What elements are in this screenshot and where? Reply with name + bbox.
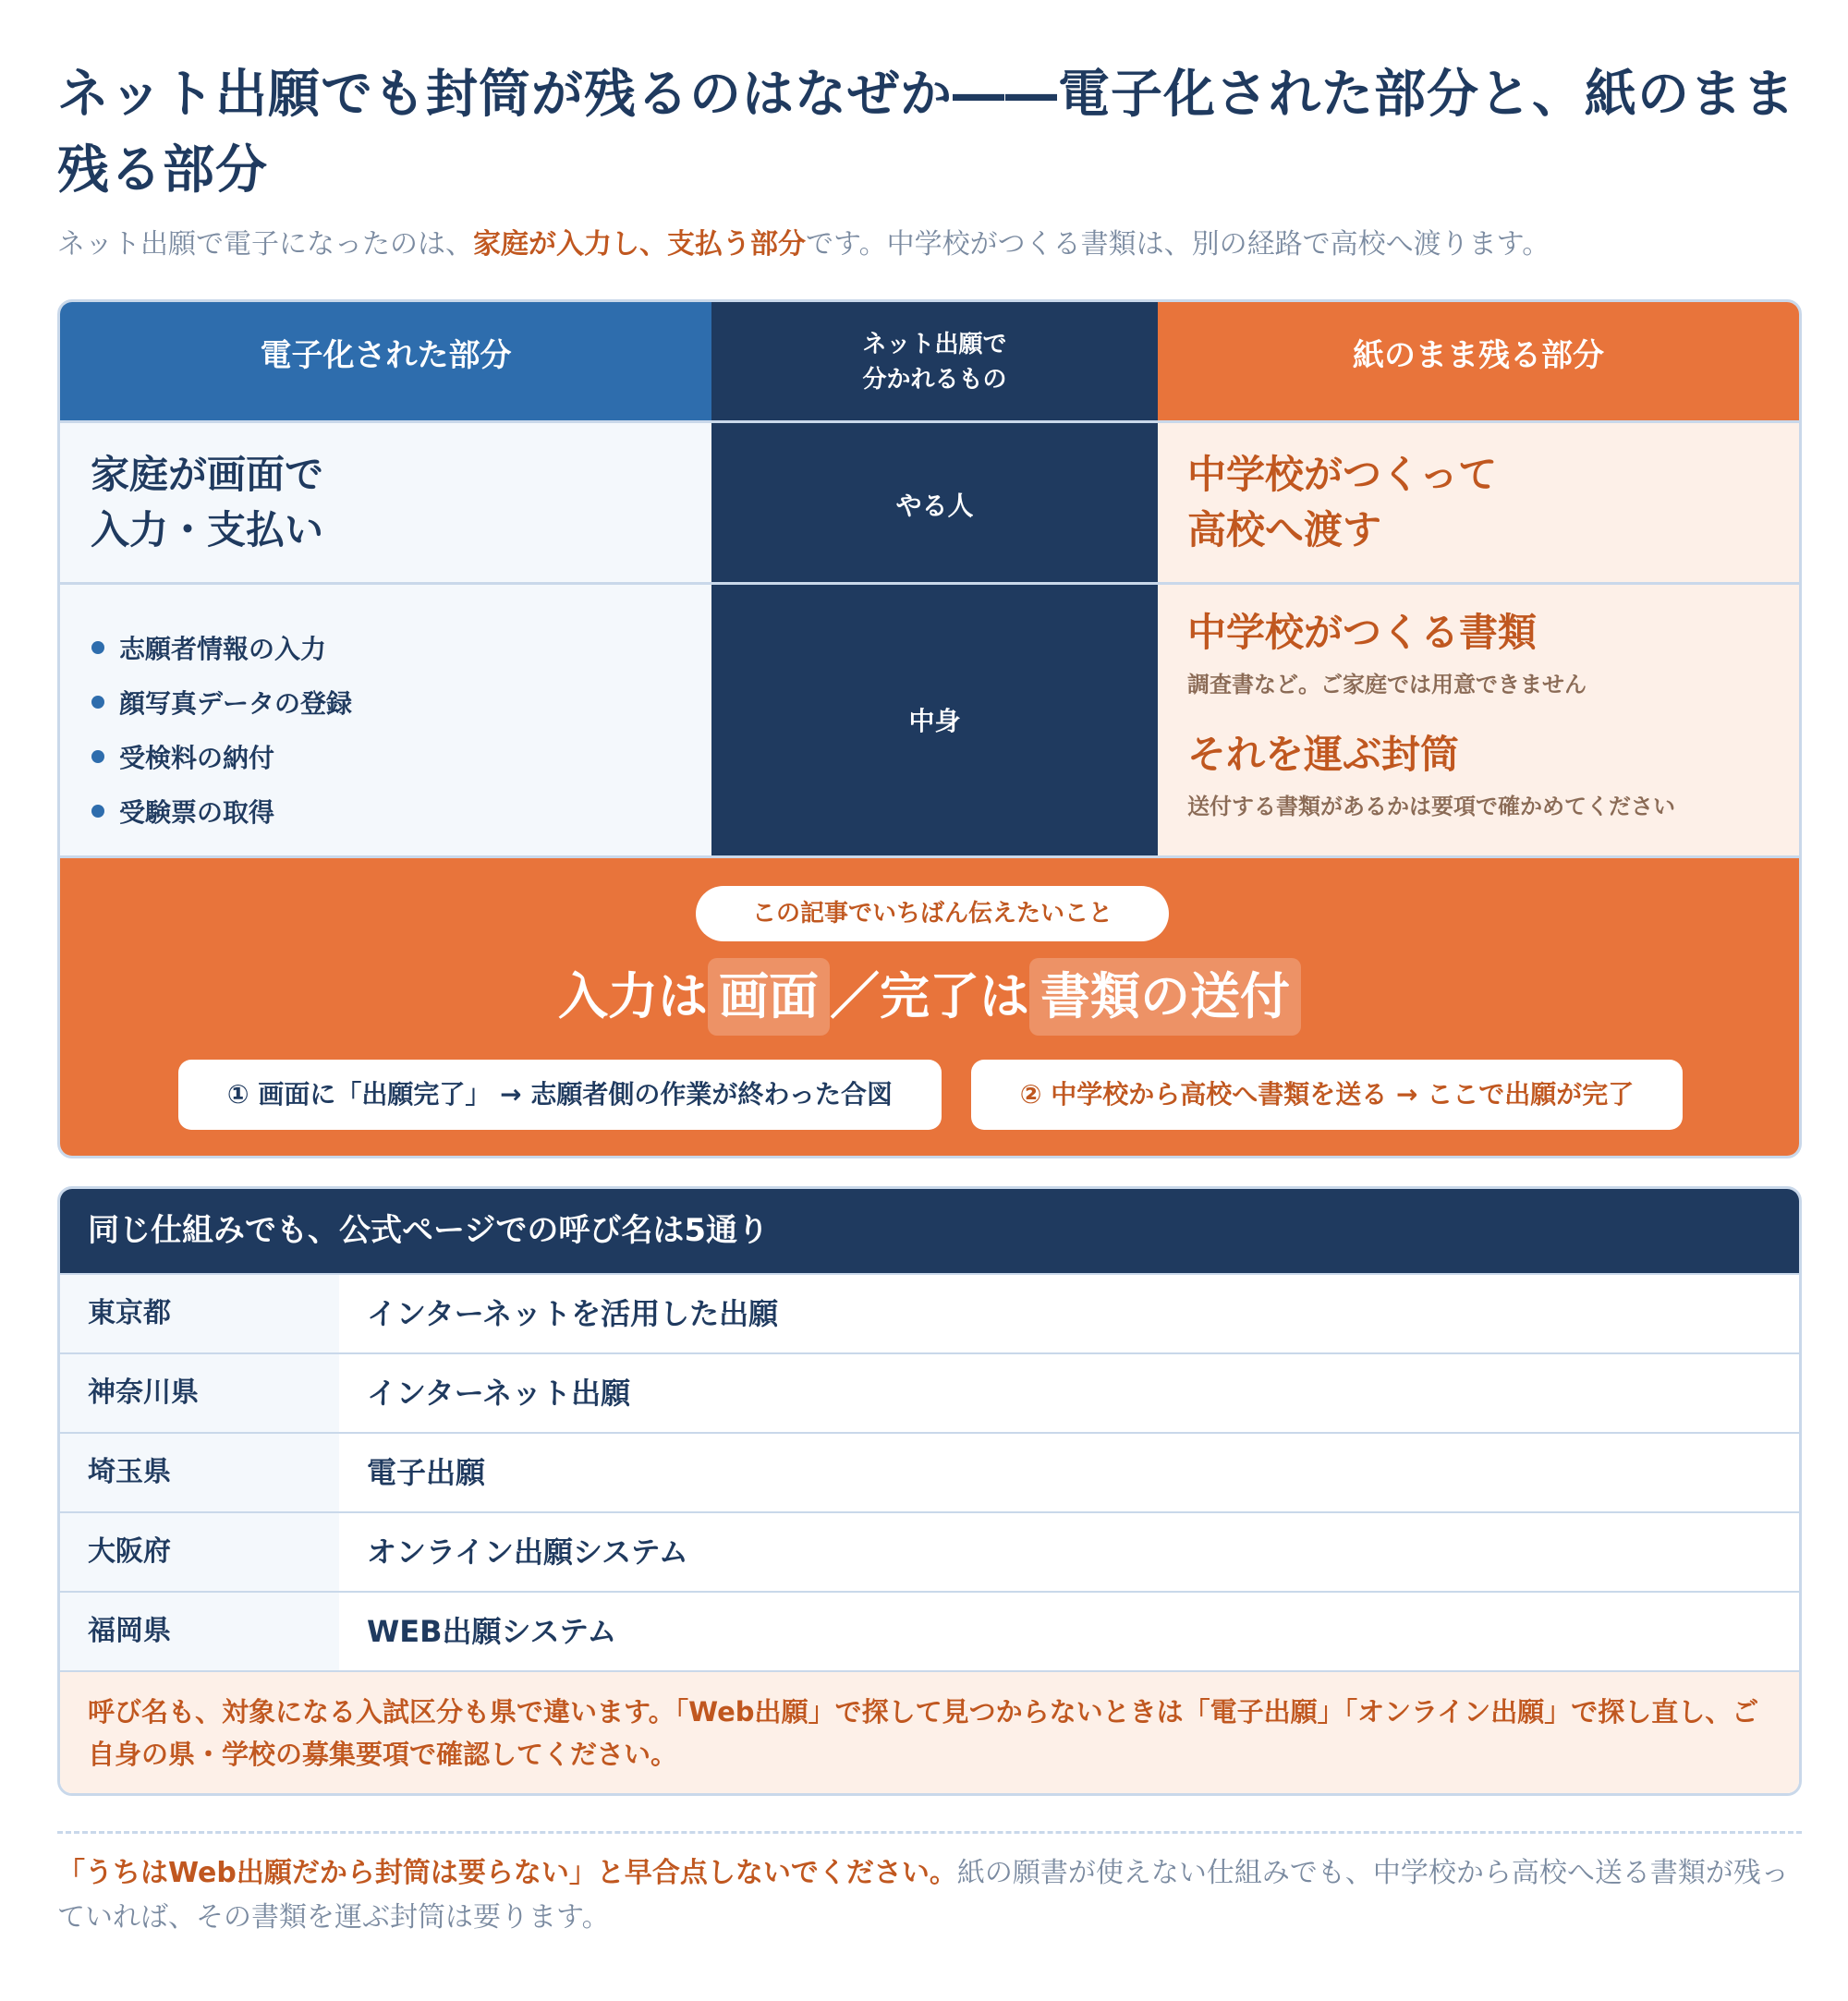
- key-step-2: ② 中学校から高校へ書類を送る → ここで出願が完了: [971, 1060, 1683, 1130]
- actor-electronic-line2: 入力・支払い: [91, 506, 324, 552]
- table-row: [60, 1432, 1799, 1511]
- subtitle-after: です。中学校がつくる書類は、別の経路で高校へ渡ります。: [806, 227, 1550, 261]
- footer-paragraph: [57, 1851, 1802, 1940]
- key-message-headline: [60, 958, 1799, 1036]
- system-name-cell: インターネット出願: [367, 1376, 631, 1411]
- key-part1: 入力は: [558, 967, 708, 1025]
- key-message-box: [60, 858, 1799, 1158]
- bullet-dot-icon: [91, 805, 104, 818]
- prefecture-cell: 神奈川県: [60, 1354, 339, 1432]
- prefecture-cell: 福岡県: [60, 1593, 339, 1670]
- school-documents-block: [1187, 605, 1587, 698]
- school-documents-title: 中学校がつくる書類: [1187, 610, 1538, 655]
- system-name-cell: オンライン出願システム: [367, 1534, 688, 1570]
- bullet-dot-icon: [91, 696, 104, 709]
- content-paper: [1158, 585, 1799, 855]
- actor-electronic-line1: 家庭が画面で: [91, 452, 324, 497]
- header-electronic: [60, 302, 711, 420]
- prefecture-cell: 埼玉県: [60, 1434, 339, 1511]
- header-split-line2: 分かれるもの: [862, 365, 1007, 394]
- actor-electronic: [60, 423, 711, 582]
- list-item: [91, 729, 352, 783]
- prefecture-cell: 東京都: [60, 1275, 339, 1352]
- system-name-cell: 電子出願: [367, 1455, 486, 1490]
- header-paper: [1158, 302, 1799, 420]
- list-item: [91, 674, 352, 729]
- envelope-block: [1187, 727, 1675, 820]
- list-item: [91, 620, 352, 674]
- actor-label: やる人: [895, 491, 974, 521]
- page-title: ネット出願でも封筒が残るのはなぜか――電子化された部分と、紙のまま残る部分: [57, 65, 1795, 200]
- header-split-line1: ネット出願で: [862, 331, 1007, 358]
- list-item-label: 受験票の取得: [119, 796, 275, 828]
- system-name-cell: インターネットを活用した出願: [367, 1296, 779, 1331]
- key-highlight-screen: 画面: [708, 958, 830, 1036]
- footer-rest: 紙の願書が使えない仕組みでも、中学校から高校へ送る書類が残っていれば、その書類を運ぶ封筒は要ります。: [57, 1857, 1789, 1934]
- footer-emphasis: 「うちはWeb出願だから封筒は要らない」と早合点しないでください。: [57, 1857, 957, 1889]
- table-row: [60, 1591, 1799, 1670]
- header-electronic-label: 電子化された部分: [260, 337, 512, 374]
- electronic-items-list: [91, 620, 352, 838]
- subtitle-before: ネット出願で電子になったのは、: [57, 227, 473, 261]
- names-table: [57, 1186, 1802, 1796]
- comparison-card: [57, 299, 1802, 1158]
- system-name-cell: WEB出願システム: [367, 1614, 617, 1649]
- list-item: [91, 783, 352, 838]
- names-note: 呼び名も、対象になる入試区分も県で違います。「Web出願」で探して見つからないときは「電子出願」「オンライン出願」で探し直し、ご自身の県・学校の募集要項で確認してください。: [60, 1670, 1799, 1796]
- actor-paper-line1: 中学校がつくって: [1187, 452, 1498, 497]
- bullet-dot-icon: [91, 641, 104, 654]
- page-subtitle: [57, 225, 1802, 264]
- content-electronic: [60, 585, 711, 855]
- envelope-note: 送付する書類があるかは要項で確かめてください: [1187, 793, 1675, 819]
- actor-electronic-text: [91, 447, 323, 557]
- header-paper-label: 紙のまま残る部分: [1353, 337, 1604, 374]
- list-item-label: 志願者情報の入力: [119, 633, 327, 664]
- table-row: [60, 1273, 1799, 1352]
- header-split: [711, 302, 1158, 420]
- key-part2: ／完了は: [830, 967, 1029, 1025]
- table-row: [60, 1511, 1799, 1591]
- prefecture-cell: 大阪府: [60, 1513, 339, 1591]
- dashed-divider: [57, 1831, 1802, 1834]
- content-label-cell: [711, 585, 1158, 855]
- actor-paper-text: [1187, 447, 1497, 557]
- school-documents-note: 調査書など。ご家庭では用意できません: [1187, 671, 1587, 697]
- envelope-title: それを運ぶ封筒: [1187, 732, 1460, 777]
- actor-paper: [1158, 423, 1799, 582]
- row-actor: [60, 423, 1799, 582]
- bullet-dot-icon: [91, 750, 104, 763]
- key-step-1: ① 画面に「出願完了」 → 志願者側の作業が終わった合図: [178, 1060, 942, 1130]
- key-highlight-documents: 書類の送付: [1029, 958, 1301, 1036]
- key-message-pill: この記事でいちばん伝えたいこと: [696, 886, 1169, 941]
- header-split-label: [711, 328, 1158, 397]
- list-item-label: 顔写真データの登録: [119, 687, 353, 719]
- subtitle-emphasis: 家庭が入力し、支払う部分: [473, 227, 806, 261]
- names-table-header: 同じ仕組みでも、公式ページでの呼び名は5通り: [60, 1189, 1799, 1273]
- comparison-header-row: [60, 302, 1799, 420]
- page: [57, 57, 1802, 1934]
- list-item-label: 受検料の納付: [119, 742, 275, 773]
- row-content: [60, 585, 1799, 855]
- actor-label-cell: [711, 423, 1158, 582]
- table-row: [60, 1352, 1799, 1432]
- actor-paper-line2: 高校へ渡す: [1187, 506, 1382, 552]
- content-label: 中身: [908, 706, 961, 736]
